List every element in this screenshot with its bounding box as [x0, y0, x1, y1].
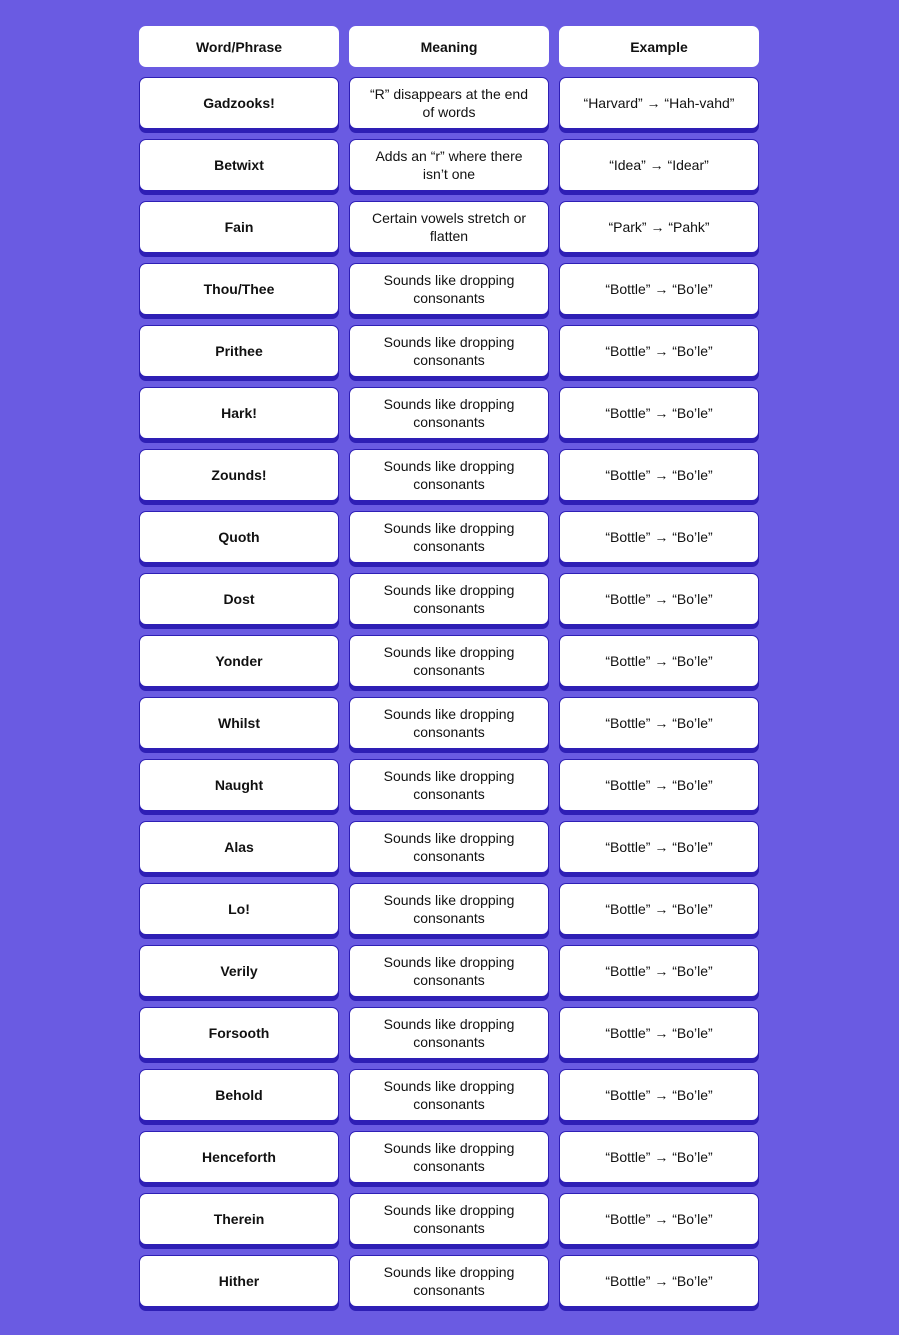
example-cell: “Bottle” → “Bo’le” [559, 1193, 759, 1245]
word-cell: Yonder [139, 635, 339, 687]
example-cell: “Bottle” → “Bo’le” [559, 945, 759, 997]
meaning-cell: Adds an “r” where there isn’t one [349, 139, 549, 191]
meaning-cell: Sounds like dropping consonants [349, 883, 549, 935]
meaning-cell: Sounds like dropping consonants [349, 325, 549, 377]
example-cell: “Bottle” → “Bo’le” [559, 1069, 759, 1121]
table-row [139, 387, 760, 439]
example-cell: “Bottle” → “Bo’le” [559, 325, 759, 377]
example-cell: “Bottle” → “Bo’le” [559, 449, 759, 501]
word-cell: Alas [139, 821, 339, 873]
table-row [139, 573, 760, 625]
table-row [139, 1007, 760, 1059]
example-cell: “Bottle” → “Bo’le” [559, 635, 759, 687]
meaning-cell: Sounds like dropping consonants [349, 635, 549, 687]
example-cell: “Idea” → “Idear” [559, 139, 759, 191]
table-row [139, 77, 760, 129]
word-cell: Betwixt [139, 139, 339, 191]
example-cell: “Bottle” → “Bo’le” [559, 697, 759, 749]
table-row [139, 449, 760, 501]
table-row [139, 1131, 760, 1183]
example-cell: “Bottle” → “Bo’le” [559, 387, 759, 439]
table-row [139, 759, 760, 811]
example-cell: “Bottle” → “Bo’le” [559, 759, 759, 811]
meaning-cell: Sounds like dropping consonants [349, 945, 549, 997]
meaning-cell: Sounds like dropping consonants [349, 449, 549, 501]
meaning-cell: Sounds like dropping consonants [349, 1069, 549, 1121]
meaning-cell: Sounds like dropping consonants [349, 697, 549, 749]
meaning-cell: Sounds like dropping consonants [349, 263, 549, 315]
example-cell: “Bottle” → “Bo’le” [559, 821, 759, 873]
word-cell: Thou/Thee [139, 263, 339, 315]
word-cell: Hark! [139, 387, 339, 439]
header-meaning: Meaning [349, 26, 549, 67]
meaning-cell: Sounds like dropping consonants [349, 1255, 549, 1307]
header-word-phrase: Word/Phrase [139, 26, 339, 67]
meaning-cell: Sounds like dropping consonants [349, 821, 549, 873]
meaning-cell: Sounds like dropping consonants [349, 511, 549, 563]
table-row [139, 883, 760, 935]
table-row [139, 1255, 760, 1307]
table-row [139, 945, 760, 997]
example-cell: “Bottle” → “Bo’le” [559, 573, 759, 625]
example-cell: “Harvard” → “Hah-vahd” [559, 77, 759, 129]
example-cell: “Bottle” → “Bo’le” [559, 511, 759, 563]
word-cell: Therein [139, 1193, 339, 1245]
meaning-cell: Sounds like dropping consonants [349, 573, 549, 625]
table-row [139, 139, 760, 191]
word-cell: Dost [139, 573, 339, 625]
example-cell: “Bottle” → “Bo’le” [559, 1007, 759, 1059]
table-header [139, 26, 760, 67]
word-cell: Henceforth [139, 1131, 339, 1183]
table-row [139, 263, 760, 315]
word-cell: Naught [139, 759, 339, 811]
example-cell: “Bottle” → “Bo’le” [559, 263, 759, 315]
meaning-cell: Sounds like dropping consonants [349, 1131, 549, 1183]
example-cell: “Bottle” → “Bo’le” [559, 1255, 759, 1307]
meaning-cell: “R” disappears at the end of words [349, 77, 549, 129]
table-row [139, 635, 760, 687]
word-cell: Prithee [139, 325, 339, 377]
word-cell: Quoth [139, 511, 339, 563]
table-row [139, 1069, 760, 1121]
word-cell: Behold [139, 1069, 339, 1121]
meaning-cell: Sounds like dropping consonants [349, 387, 549, 439]
phrase-table [139, 26, 760, 1317]
word-cell: Zounds! [139, 449, 339, 501]
word-cell: Whilst [139, 697, 339, 749]
word-cell: Lo! [139, 883, 339, 935]
table-body [139, 77, 760, 1307]
word-cell: Fain [139, 201, 339, 253]
table-row [139, 697, 760, 749]
word-cell: Verily [139, 945, 339, 997]
meaning-cell: Certain vowels stretch or flatten [349, 201, 549, 253]
meaning-cell: Sounds like dropping consonants [349, 759, 549, 811]
table-row [139, 201, 760, 253]
example-cell: “Park” → “Pahk” [559, 201, 759, 253]
example-cell: “Bottle” → “Bo’le” [559, 1131, 759, 1183]
table-row [139, 511, 760, 563]
meaning-cell: Sounds like dropping consonants [349, 1007, 549, 1059]
word-cell: Gadzooks! [139, 77, 339, 129]
table-row [139, 325, 760, 377]
header-example: Example [559, 26, 759, 67]
word-cell: Hither [139, 1255, 339, 1307]
example-cell: “Bottle” → “Bo’le” [559, 883, 759, 935]
word-cell: Forsooth [139, 1007, 339, 1059]
table-row [139, 1193, 760, 1245]
table-row [139, 821, 760, 873]
meaning-cell: Sounds like dropping consonants [349, 1193, 549, 1245]
